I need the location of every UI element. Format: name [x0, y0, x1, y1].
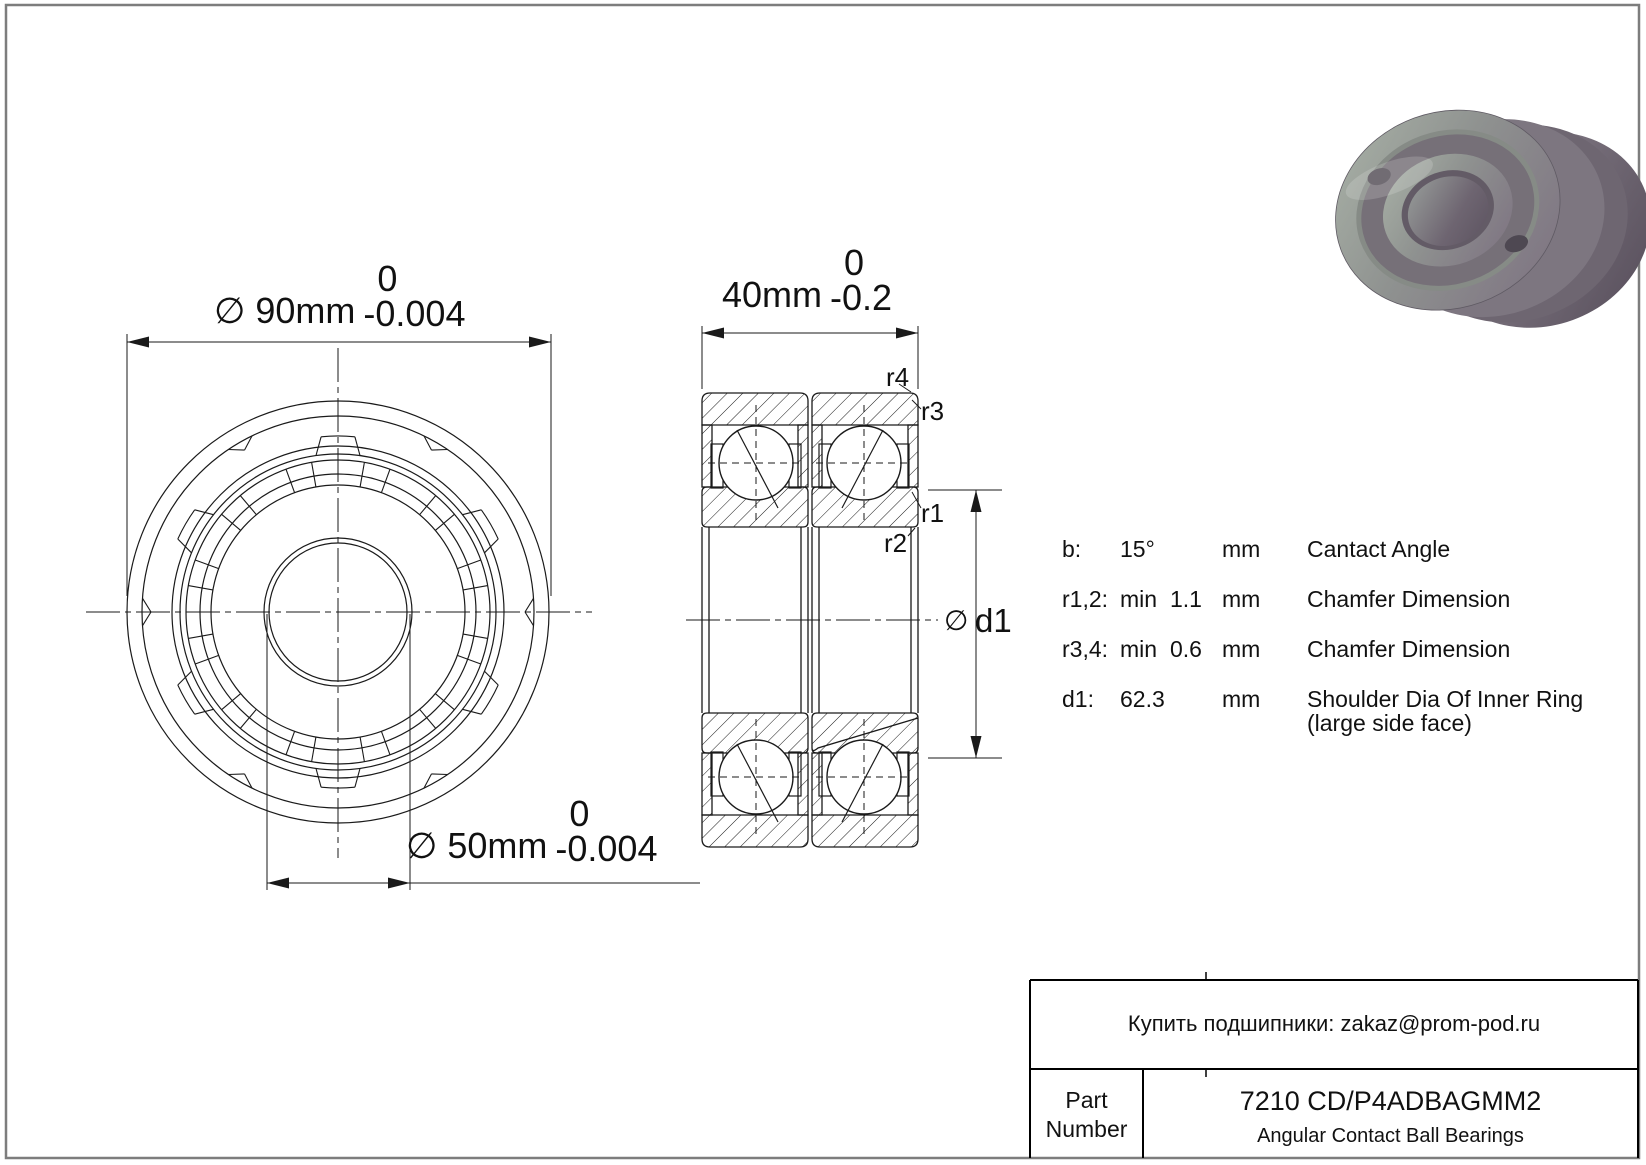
- spec-value: min: [1120, 636, 1158, 662]
- spec-value: 15°: [1120, 536, 1155, 562]
- arrow-up-icon: [971, 490, 982, 512]
- spec-description: Chamfer Dimension: [1307, 636, 1511, 662]
- arrow-right-icon: [529, 337, 551, 348]
- spec-description: Shoulder Dia Of Inner Ring: [1307, 686, 1584, 712]
- spec-description: Chamfer Dimension: [1307, 586, 1511, 612]
- front-view-centerlines: [86, 348, 592, 858]
- spec-description: Cantact Angle: [1307, 536, 1451, 562]
- dimension-40mm: [722, 242, 893, 318]
- spec-unit: mm: [1222, 636, 1261, 662]
- label-r2: r2: [884, 528, 908, 558]
- label-r3: r3: [921, 396, 945, 426]
- dimension-50mm: [406, 793, 658, 869]
- spec-description-line2: (large side face): [1307, 710, 1472, 736]
- arrow-left-icon: [267, 878, 289, 889]
- dimension-90mm-tolerance: 0 -0.004: [363, 258, 466, 334]
- spec-value2: 0.6: [1170, 636, 1202, 662]
- label-d1: d1: [975, 602, 1012, 639]
- dimension-90mm-value: ∅ 90mm: [214, 289, 356, 331]
- spec-param: d1:: [1062, 686, 1094, 712]
- spec-value: 62.3: [1120, 686, 1165, 712]
- spec-unit: mm: [1222, 586, 1261, 612]
- spec-value2: 1.1: [1170, 586, 1202, 612]
- dimension-50mm-value: ∅ 50mm: [406, 824, 548, 866]
- label-r1: r1: [921, 498, 945, 528]
- dimension-50mm-tolerance: 0 -0.004: [555, 793, 658, 869]
- contact-info: Купить подшипники: zakaz@prom-pod.ru: [1127, 1011, 1541, 1036]
- dimension-40mm-tolerance: 0 -0.2: [830, 242, 893, 318]
- dimension-40mm-value: 40mm: [722, 273, 823, 315]
- part-label-line2: Number: [1045, 1116, 1128, 1142]
- part-label-line1: Part: [1065, 1087, 1108, 1113]
- arrow-right-icon: [896, 328, 918, 339]
- spec-unit: mm: [1222, 686, 1261, 712]
- arrow-left-icon: [127, 337, 149, 348]
- bearing-3d-render: [1307, 52, 1646, 386]
- spec-param: r1,2:: [1062, 586, 1109, 612]
- label-r4: r4: [886, 362, 910, 392]
- arrow-right-icon: [388, 878, 410, 889]
- part-category: Angular Contact Ball Bearings: [1257, 1125, 1524, 1147]
- spec-param: r3,4:: [1062, 636, 1109, 662]
- spec-value: min: [1120, 586, 1158, 612]
- spec-unit: mm: [1222, 536, 1261, 562]
- arrow-left-icon: [702, 328, 724, 339]
- diameter-symbol: ∅: [944, 605, 969, 636]
- part-number: 7210 CD/P4ADBAGMM2: [1239, 1086, 1542, 1116]
- section-view: [686, 326, 1002, 847]
- arrow-down-icon: [971, 736, 982, 758]
- spec-param: b:: [1062, 536, 1082, 562]
- dimension-90mm: [214, 258, 466, 334]
